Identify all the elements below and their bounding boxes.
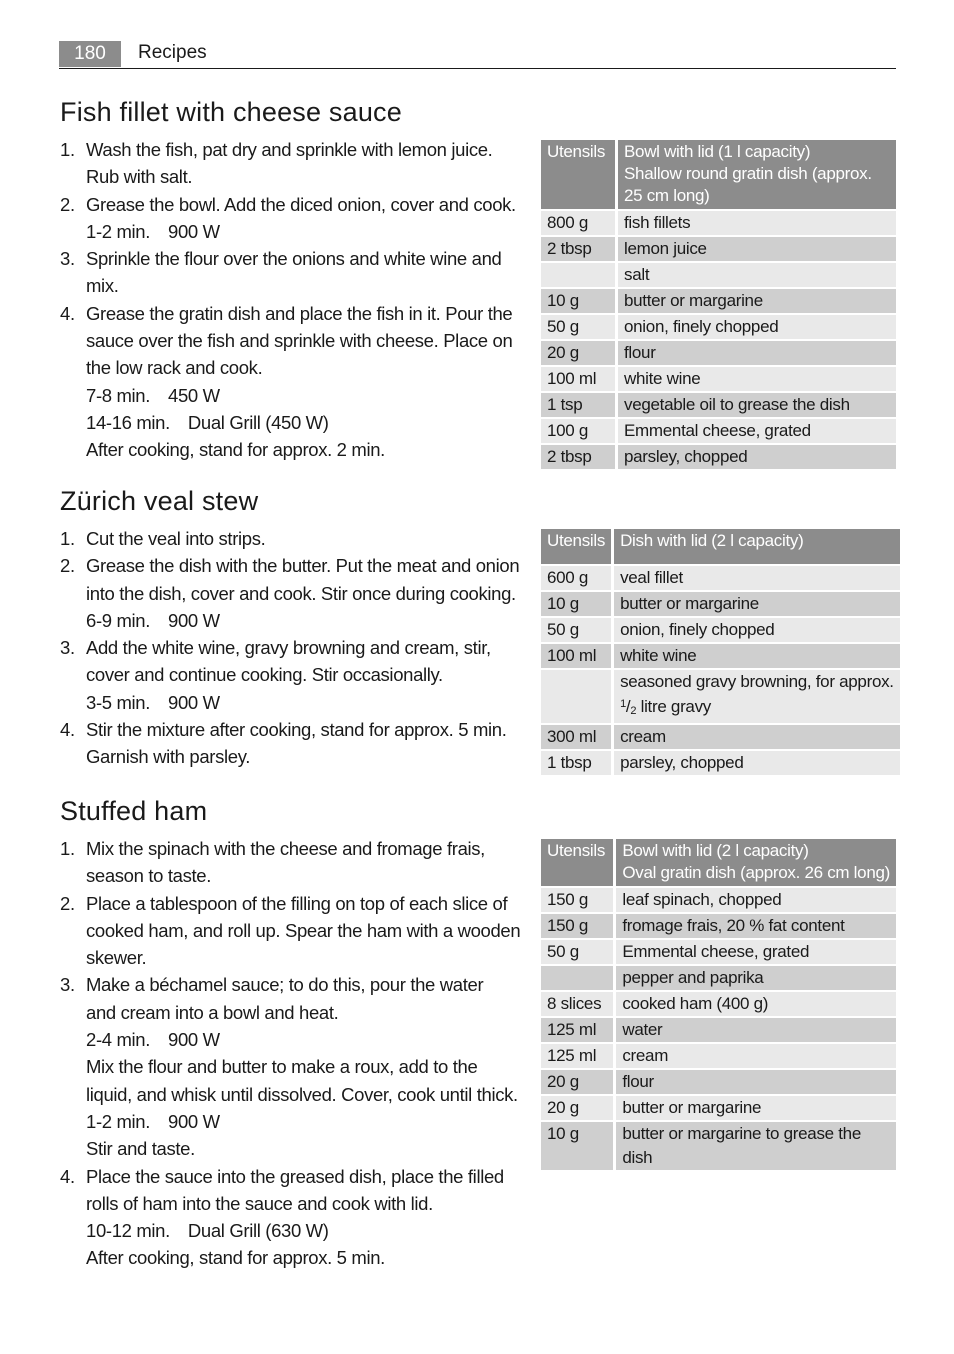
quantity	[541, 966, 616, 990]
ingredient: parsley, chopped	[614, 751, 900, 775]
table-row	[541, 644, 900, 668]
quantity: 100 ml	[541, 367, 618, 391]
ingredient: pepper and paprika	[616, 966, 896, 990]
step-text: Wash the fish, pat dry and sprinkle with lemon juice.	[86, 139, 493, 160]
step-text: Grease the gratin dish and place the fish in it. Pour the	[86, 302, 513, 324]
step-text: After cooking, stand for approx. 2 min.	[86, 439, 385, 461]
table-row	[541, 237, 896, 261]
table-row	[541, 445, 896, 469]
step-text: Sprinkle the flour over the onions and white wine and	[86, 248, 502, 270]
step-text: season to taste.	[86, 865, 212, 887]
step	[60, 136, 525, 191]
table-row	[541, 966, 896, 990]
quantity: 800 g	[541, 211, 618, 235]
step-text: mix.	[86, 275, 119, 297]
ingredient: cream	[616, 1044, 896, 1068]
ingredients-table-veal	[541, 527, 900, 777]
utensils-value: Dish with lid (2 l capacity)	[614, 529, 900, 564]
step-timing	[86, 1026, 525, 1053]
table-row	[541, 751, 900, 775]
table-row	[541, 592, 900, 616]
cook-power: 900 W	[168, 1110, 220, 1132]
ingredient: leaf spinach, chopped	[616, 888, 896, 912]
ingredient: lemon juice	[618, 237, 896, 261]
table-row	[541, 992, 896, 1016]
step	[60, 890, 525, 972]
step-text: skewer.	[86, 947, 147, 969]
step-text: Rub with salt.	[86, 166, 193, 188]
step	[60, 716, 525, 771]
step-timing	[86, 1217, 525, 1244]
step-number: 1.	[60, 528, 75, 549]
table-row	[541, 940, 896, 964]
step-text: Add the white wine, gravy browning and cream, stir,	[86, 637, 491, 659]
step-number: 3.	[60, 637, 75, 659]
step-text: Stir and taste.	[86, 1138, 195, 1160]
ingredient: fish fillets	[618, 211, 896, 235]
cook-time: 10-12 min.	[86, 1220, 170, 1242]
ingredient: white wine	[618, 367, 896, 391]
step	[60, 552, 525, 634]
cook-time: 2-4 min.	[86, 1029, 151, 1051]
quantity: 50 g	[541, 940, 616, 964]
recipe-steps-veal	[60, 525, 525, 771]
step-text: Stir the mixture after cooking, stand for approx. 5 min.	[86, 719, 507, 741]
table-row	[541, 1122, 896, 1170]
step-text: Place a tablespoon of the filling on top of each slice of	[86, 892, 508, 914]
step-text: Place the sauce into the greased dish, place the filled	[86, 1165, 504, 1187]
step-text: liquid, and whisk until dissolved. Cover, cook until thick.	[86, 1083, 518, 1105]
step-number: 2.	[60, 555, 75, 577]
step	[60, 835, 525, 890]
table-row	[541, 263, 896, 287]
quantity: 600 g	[541, 566, 614, 590]
utensils-row	[541, 839, 896, 886]
step-text: Grease the dish with the butter. Put the meat and onion	[86, 555, 520, 577]
ingredient: onion, finely chopped	[618, 315, 896, 339]
ingredient: onion, finely chopped	[614, 618, 900, 642]
quantity: 50 g	[541, 618, 614, 642]
header-rule	[59, 68, 896, 69]
table-row	[541, 341, 896, 365]
table-row	[541, 393, 896, 417]
step	[60, 191, 525, 246]
quantity: 150 g	[541, 914, 616, 938]
quantity: 100 ml	[541, 644, 614, 668]
step-text: the low rack and cook.	[86, 357, 263, 379]
table-row	[541, 618, 900, 642]
ingredient: white wine	[614, 644, 900, 668]
ingredient: salt	[618, 263, 896, 287]
recipe-title-ham: Stuffed ham	[60, 796, 208, 826]
step-number: 4.	[60, 1165, 75, 1187]
utensils-value: Bowl with lid (2 l capacity) Oval gratin dish (approx. 26 cm long)	[616, 839, 896, 886]
ingredient: Emmental cheese, grated	[618, 419, 896, 443]
step-text: Grease the bowl. Add the diced onion, cover and cook.	[86, 193, 516, 215]
utensils-label: Utensils	[541, 839, 616, 886]
ingredient: butter or margarine	[618, 289, 896, 313]
step-text: cooked ham, and roll up. Spear the ham with a wooden	[86, 919, 521, 941]
utensils-row	[541, 140, 896, 209]
ingredient: butter or margarine	[616, 1096, 896, 1120]
table-row	[541, 914, 896, 938]
step	[60, 300, 525, 464]
cook-time: 1-2 min.	[86, 1110, 151, 1132]
step-number: 1.	[60, 838, 75, 859]
step-number: 4.	[60, 302, 75, 324]
step	[60, 245, 525, 300]
table-row	[541, 888, 896, 912]
quantity: 20 g	[541, 1070, 616, 1094]
table-row	[541, 566, 900, 590]
ingredients-table-ham	[541, 837, 896, 1172]
table-row	[541, 1018, 896, 1042]
ingredient: Emmental cheese, grated	[616, 940, 896, 964]
step-timing	[86, 689, 525, 716]
ingredient: flour	[618, 341, 896, 365]
step	[60, 971, 525, 1162]
ingredient: veal fillet	[614, 566, 900, 590]
ingredient: cream	[614, 725, 900, 749]
recipe-title-fish: Fish fillet with cheese sauce	[60, 97, 402, 127]
step-text: Cut the veal into strips.	[86, 528, 266, 549]
quantity: 125 ml	[541, 1018, 616, 1042]
table-row	[541, 670, 900, 723]
quantity: 10 g	[541, 289, 618, 313]
recipe-title-veal: Zürich veal stew	[60, 486, 259, 516]
step-text: rolls of ham into the sauce and cook with lid.	[86, 1192, 433, 1214]
section-title: Recipes	[138, 42, 207, 63]
step-number: 2.	[60, 892, 75, 914]
cook-time: 6-9 min.	[86, 609, 151, 631]
ingredients-table-fish	[541, 138, 896, 471]
quantity: 10 g	[541, 1122, 616, 1170]
quantity: 100 g	[541, 419, 618, 443]
cook-time: 14-16 min.	[86, 411, 170, 433]
quantity: 10 g	[541, 592, 614, 616]
quantity: 150 g	[541, 888, 616, 912]
step-timing	[86, 218, 525, 245]
cook-power: 900 W	[168, 691, 220, 713]
fraction-denominator: 2	[630, 705, 637, 717]
cook-time: 1-2 min.	[86, 220, 151, 242]
cook-power: 900 W	[168, 220, 220, 242]
step-timing	[86, 1108, 525, 1135]
step-number: 1.	[60, 139, 75, 160]
recipe-steps-fish	[60, 136, 525, 464]
ingredient: water	[616, 1018, 896, 1042]
utensils-label: Utensils	[541, 140, 618, 209]
quantity	[541, 263, 618, 287]
step	[60, 1163, 525, 1272]
quantity: 20 g	[541, 341, 618, 365]
step	[60, 634, 525, 716]
cook-power: Dual Grill (450 W)	[187, 411, 329, 433]
ingredient: fromage frais, 20 % fat content	[616, 914, 896, 938]
table-row	[541, 211, 896, 235]
ingredient: butter or margarine	[614, 592, 900, 616]
ingredient: flour	[616, 1070, 896, 1094]
table-row	[541, 315, 896, 339]
step-number: 3.	[60, 248, 75, 270]
utensils-row	[541, 529, 900, 564]
table-row	[541, 725, 900, 749]
quantity: 1 tsp	[541, 393, 618, 417]
step-number: 2.	[60, 193, 75, 215]
cook-power: 450 W	[168, 384, 220, 406]
step-text: Garnish with parsley.	[86, 746, 251, 768]
step-text: cover and continue cooking. Stir occasionally.	[86, 664, 443, 686]
quantity: 50 g	[541, 315, 618, 339]
ingredient: butter or margarine to grease the dish	[616, 1122, 896, 1170]
table-row	[541, 1070, 896, 1094]
step-text: Mix the flour and butter to make a roux, add to the	[86, 1056, 478, 1078]
utensils-value: Bowl with lid (1 l capacity) Shallow round gratin dish (approx. 25 cm long)	[618, 140, 896, 209]
step-timing	[86, 382, 525, 409]
cook-time: 3-5 min.	[86, 691, 151, 713]
step-text: Mix the spinach with the cheese and fromage frais,	[86, 838, 485, 859]
step-text: sauce over the fish and sprinkle with cheese. Place on	[86, 330, 513, 352]
step-text: After cooking, stand for approx. 5 min.	[86, 1247, 385, 1269]
cook-power: Dual Grill (630 W)	[187, 1220, 329, 1242]
quantity	[541, 670, 614, 723]
ingredient: parsley, chopped	[618, 445, 896, 469]
step-timing	[86, 409, 525, 436]
ingredient: cooked ham (400 g)	[616, 992, 896, 1016]
step-text: into the dish, cover and cook. Stir once during cooking.	[86, 582, 516, 604]
quantity: 2 tbsp	[541, 237, 618, 261]
quantity: 2 tbsp	[541, 445, 618, 469]
utensils-label: Utensils	[541, 529, 614, 564]
fraction-numerator: 1	[620, 698, 626, 710]
ingredient: seasoned gravy browning, for approx. $^1/_2$ litre gravy	[614, 670, 900, 723]
cook-power: 900 W	[168, 1029, 220, 1051]
cook-power: 900 W	[168, 609, 220, 631]
quantity: 300 ml	[541, 725, 614, 749]
recipe-steps-ham	[60, 835, 525, 1272]
step	[60, 525, 525, 552]
step-text: Make a béchamel sauce; to do this, pour the water	[86, 974, 484, 996]
ingredient: vegetable oil to grease the dish	[618, 393, 896, 417]
table-row	[541, 289, 896, 313]
table-row	[541, 1044, 896, 1068]
table-row	[541, 367, 896, 391]
step-text: and cream into a bowl and heat.	[86, 1001, 339, 1023]
quantity: 125 ml	[541, 1044, 616, 1068]
table-row	[541, 1096, 896, 1120]
quantity: 8 slices	[541, 992, 616, 1016]
quantity: 20 g	[541, 1096, 616, 1120]
table-row	[541, 419, 896, 443]
step-number: 3.	[60, 974, 75, 996]
step-number: 4.	[60, 719, 75, 741]
quantity: 1 tbsp	[541, 751, 614, 775]
step-timing	[86, 607, 525, 634]
page-number: 180	[59, 41, 121, 67]
cook-time: 7-8 min.	[86, 384, 151, 406]
